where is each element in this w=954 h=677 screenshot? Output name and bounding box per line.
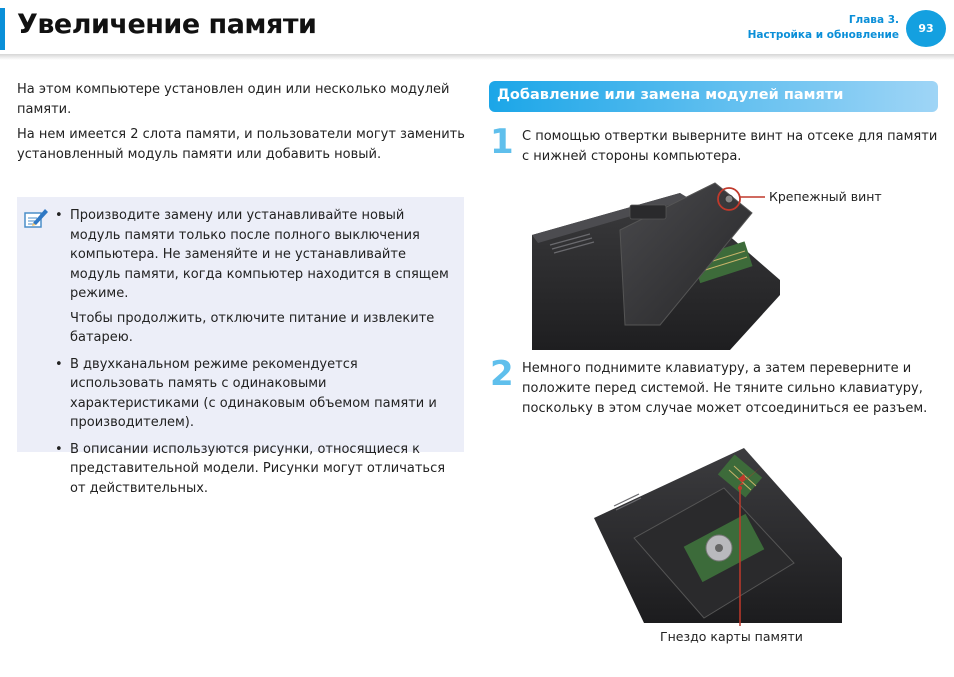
- section-title: Добавление или замена модулей памяти: [497, 87, 844, 103]
- memory-cover-illustration: [530, 175, 790, 350]
- chapter-title: Настройка и обновление: [747, 29, 899, 41]
- header-divider: [0, 54, 954, 60]
- memory-slot-illustration: [594, 448, 844, 626]
- chapter-number: Глава 3.: [848, 14, 899, 26]
- note-item: [55, 355, 455, 433]
- note-item-text: • В двухканальном режиме рекомендуется использовать память с одинаковыми характеристиками (с одинаковым объемом памяти и производителем).: [70, 356, 437, 430]
- note-item-text: • Производите замену или устанавливайте новый модуль памяти только после полного выключения компьютера. Не заменяйте и не устанавливайте модуль памяти, когда компьютер находится в спящем режиме.: [70, 208, 449, 301]
- note-item-subtext: Чтобы продолжить, отключите питание и извлеките батарею.: [70, 310, 435, 345]
- note-item: [55, 440, 455, 499]
- header-accent-bar: [0, 8, 5, 50]
- step-1-number: 1: [490, 122, 514, 162]
- note-pencil-icon: [23, 205, 49, 231]
- step-1-text: С помощью отвертки выверните винт на отсеке для памяти с нижней стороны компьютера.: [522, 129, 938, 164]
- note-box: [17, 197, 464, 496]
- intro-paragraph-2: На нем имеется 2 слота памяти, и пользователи могут заменить установленный модуль памяти или добавить новый.: [17, 127, 465, 162]
- step-2-number: 2: [490, 354, 514, 394]
- note-item: [55, 206, 455, 348]
- page-title: Увеличение памяти: [17, 9, 317, 40]
- step-2-text: Немного поднимите клавиатуру, а затем переверните и положите перед системой. Не тяните сильно клавиатуру, поскольку в этом случае может отсоединиться ее разъем.: [522, 361, 928, 416]
- section-header: [489, 81, 938, 112]
- note-list: [55, 206, 455, 505]
- page-number-badge: 93: [906, 10, 946, 47]
- slot-label: Гнездо карты памяти: [660, 629, 803, 644]
- intro-paragraph-1: На этом компьютере установлен один или несколько модулей памяти.: [17, 82, 450, 117]
- screw-label: Крепежный винт: [769, 189, 882, 204]
- note-item-text: • В описании используются рисунки, относящиеся к представительной модели. Рисунки могут отличаться от действительных.: [70, 441, 446, 496]
- chapter-heading: [748, 13, 899, 43]
